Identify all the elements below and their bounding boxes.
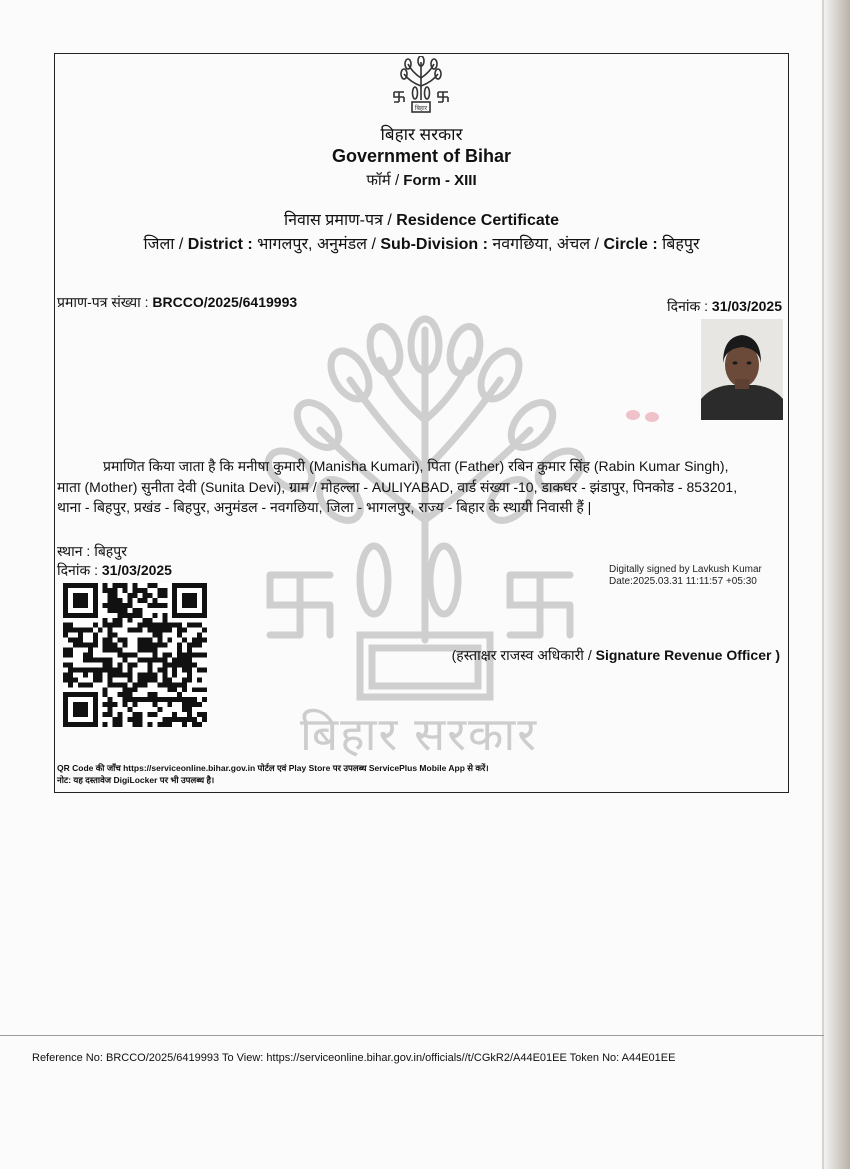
issue-date-value: 31/03/2025 bbox=[711, 298, 782, 314]
subdiv-label-en: Sub-Division : bbox=[380, 236, 488, 253]
reference-line: Reference No: BRCCO/2025/6419993 To View: https://serviceonline.bihar.gov.in/officials//t/CGkR2/A44E01EE Token No: A44E01EE bbox=[32, 1052, 676, 1064]
circle-label-en: Circle : bbox=[603, 236, 658, 253]
watermark-text: बिहार सरकार bbox=[300, 708, 539, 760]
digital-signature-line-1: Digitally signed by Lavkush Kumar bbox=[609, 564, 762, 575]
place-date-label: दिनांक : bbox=[57, 562, 98, 578]
place bbox=[57, 542, 127, 561]
district-value: भागलपुर, bbox=[257, 236, 313, 253]
title-english: Residence Certificate bbox=[396, 212, 560, 229]
district-label-en: District : bbox=[187, 236, 253, 253]
subdiv-label-hi: अनुमंडल / bbox=[316, 236, 376, 253]
header-gov-hindi: बिहार सरकार bbox=[380, 125, 463, 144]
qr-note: QR Code की जाँच https://serviceonline.bihar.gov.in पोर्टल एवं Play Store पर उपलब्ध ServicePlus Mobile App से करें। bbox=[57, 763, 489, 773]
circle-value: बिहपुर bbox=[662, 236, 700, 253]
place-value: बिहपुर bbox=[94, 543, 127, 559]
footer-divider bbox=[0, 1035, 824, 1036]
subdiv-value: नवगछिया, bbox=[492, 236, 553, 253]
header-gov-english: Government of Bihar bbox=[331, 146, 512, 166]
stain bbox=[626, 410, 640, 420]
qr-code[interactable] bbox=[62, 583, 208, 727]
body-line-3: थाना - बिहपुर, प्रखंड - बिहपुर, अनुमंडल - नवगछिया, जिला - भागलपुर, राज्य - बिहार के स्थायी निवासी हैं | bbox=[57, 499, 592, 515]
bihar-emblem-icon bbox=[388, 56, 454, 116]
circle-label-hi: अंचल / bbox=[556, 236, 599, 253]
place-date-value: 31/03/2025 bbox=[101, 562, 172, 578]
cert-no-value: BRCCO/2025/6419993 bbox=[152, 294, 298, 310]
signature-label-english: Signature Revenue Officer ) bbox=[595, 647, 780, 663]
signature-label bbox=[452, 646, 780, 665]
issue-date-label: दिनांक : bbox=[667, 298, 709, 314]
page-shadow bbox=[824, 0, 850, 1169]
stain bbox=[645, 412, 659, 422]
cert-no-label: प्रमाण-पत्र संख्या : bbox=[57, 294, 149, 310]
district-line bbox=[54, 232, 789, 254]
applicant-photo bbox=[701, 319, 783, 420]
svg-text:बिहार: बिहार bbox=[414, 105, 428, 112]
issue-date bbox=[667, 297, 782, 316]
place-label: स्थान : bbox=[57, 543, 91, 559]
header-form bbox=[54, 170, 789, 190]
digital-signature-line-2: Date:2025.03.31 11:11:57 +05:30 bbox=[609, 576, 757, 587]
form-english: Form - XIII bbox=[403, 172, 477, 189]
district-label-hi: जिला / bbox=[143, 236, 184, 253]
title-hindi: निवास प्रमाण-पत्र / bbox=[283, 212, 392, 229]
certificate-number bbox=[57, 293, 297, 312]
body-line-1: प्रमाणित किया जाता है कि मनीषा कुमारी (Manisha Kumari), पिता (Father) रबिन कुमार सिंह (Rabin Kumar Singh), bbox=[103, 458, 729, 474]
form-hindi: फॉर्म / bbox=[366, 172, 400, 189]
place-date bbox=[57, 561, 172, 580]
body-line-2: माता (Mother) सुनीता देवी (Sunita Devi), ग्राम / मोहल्ला - AULIYABAD, वार्ड संख्या -10, डाकघर - झंडापुर, पिनकोड - 853201, bbox=[57, 479, 738, 495]
certificate-title bbox=[54, 208, 789, 230]
digilocker-note: नोट: यह दस्तावेज DigiLocker पर भी उपलब्ध है। bbox=[57, 775, 215, 785]
signature-label-hindi: (हस्ताक्षर राजस्व अधिकारी / bbox=[451, 647, 592, 663]
